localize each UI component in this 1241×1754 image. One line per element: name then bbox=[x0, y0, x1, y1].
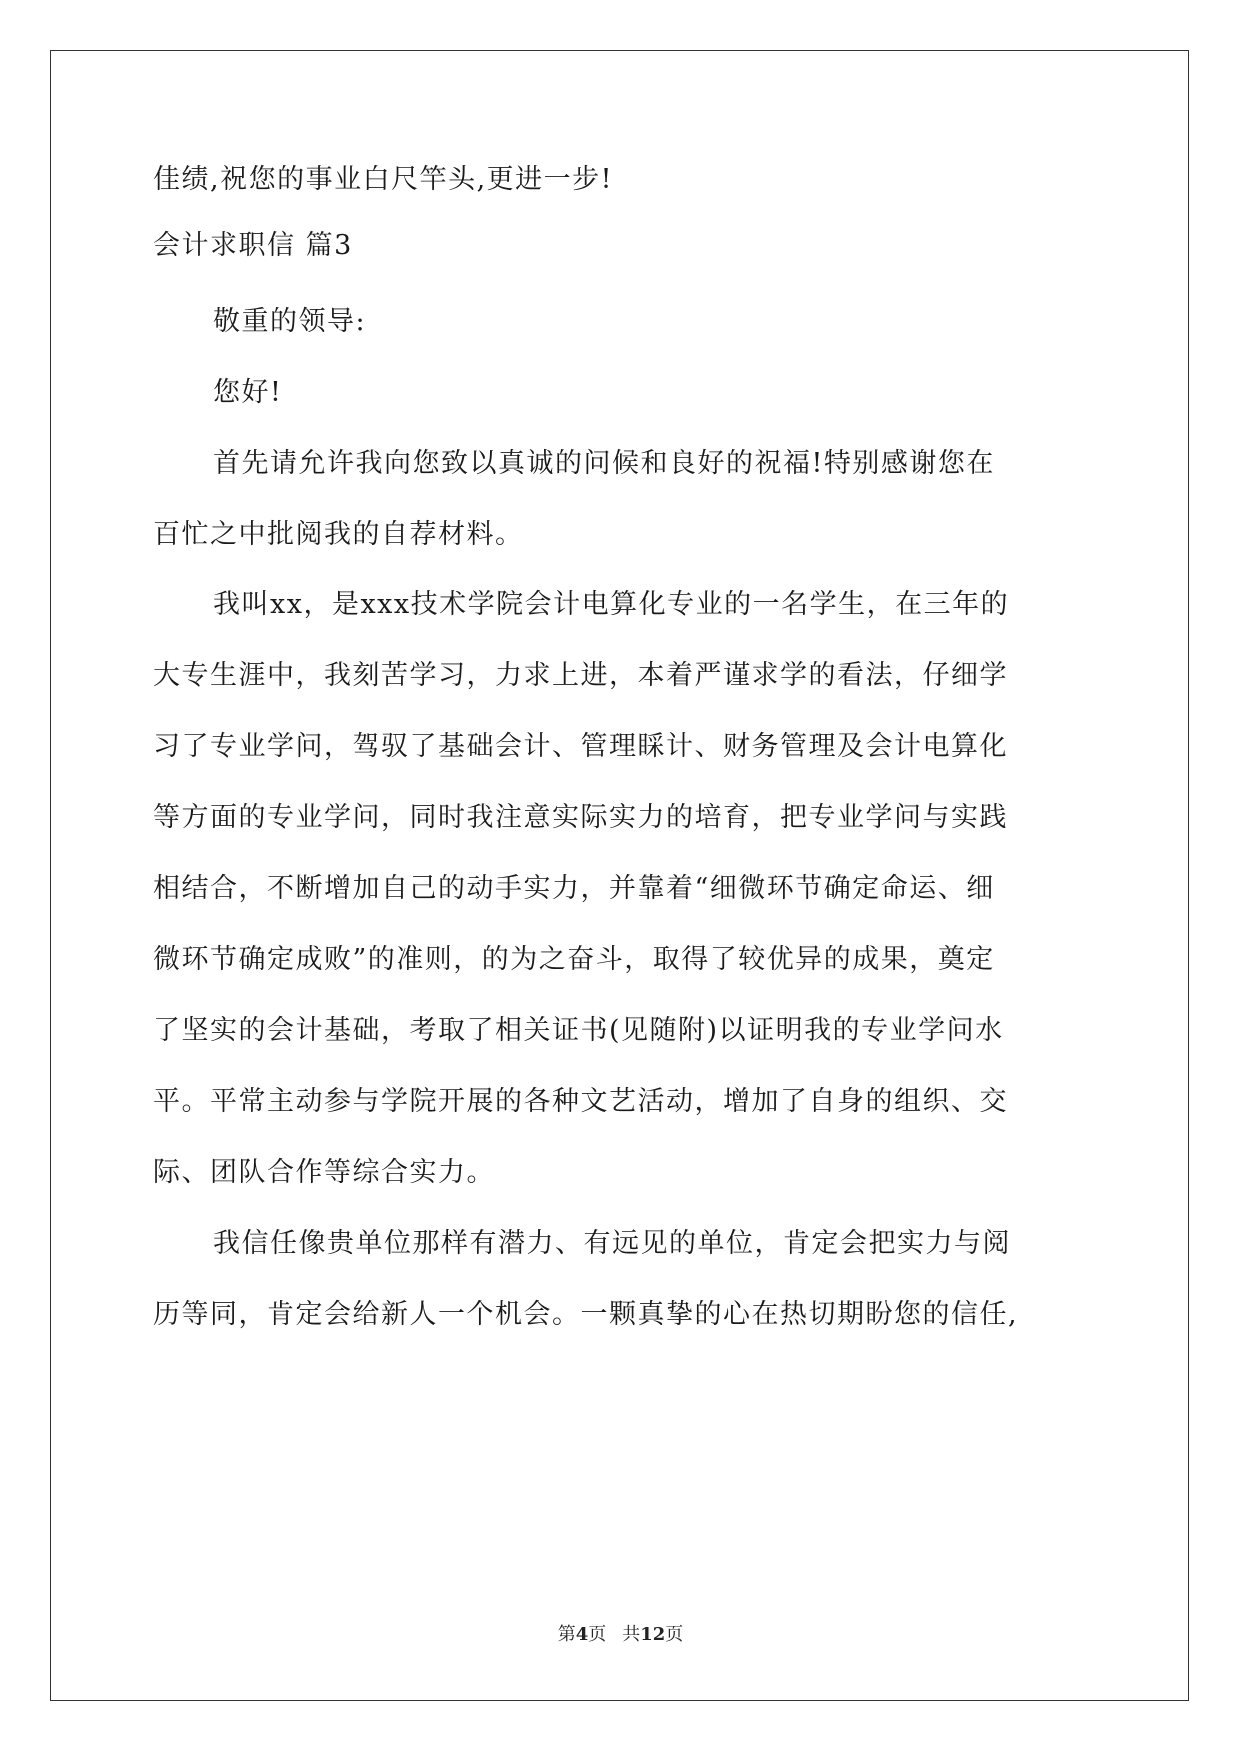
page-suffix: 页 bbox=[588, 1624, 607, 1645]
paragraph-line: 平。平常主动参与学院开展的各种文艺活动，增加了自身的组织、交 bbox=[153, 1086, 1008, 1117]
paragraph-line: 我叫xx，是xxx技术学院会计电算化专业的一名学生，在三年的 bbox=[213, 589, 1010, 620]
total-prefix: 共 bbox=[622, 1624, 641, 1645]
greeting: 您好! bbox=[213, 377, 283, 408]
paragraph-line: 相结合，不断增加自己的动手实力，并靠着“细微环节确定命运、细 bbox=[153, 873, 995, 904]
page-footer bbox=[0, 1620, 1241, 1646]
paragraph-line: 了坚实的会计基础，考取了相关证书(见随附)以证明我的专业学问水 bbox=[153, 1015, 1004, 1046]
paragraph-line: 际、团队合作等综合实力。 bbox=[153, 1157, 495, 1188]
salutation: 敬重的领导: bbox=[213, 306, 367, 337]
paragraph-line: 等方面的专业学问，同时我注意实际实力的培育，把专业学问与实践 bbox=[153, 802, 1008, 833]
total-suffix: 页 bbox=[665, 1624, 684, 1645]
paragraph-line: 微环节确定成败”的准则，的为之奋斗，取得了较优异的成果，奠定 bbox=[153, 944, 995, 975]
text-line: 佳绩,祝您的事业白尺竿头,更进一步! bbox=[153, 164, 614, 195]
page-prefix: 第 bbox=[557, 1624, 576, 1645]
paragraph-line: 首先请允许我向您致以真诚的问候和良好的祝福!特别感谢您在 bbox=[213, 448, 995, 479]
paragraph-line: 我信任像贵单位那样有潜力、有远见的单位，肯定会把实力与阅 bbox=[213, 1228, 1011, 1259]
section-heading: 会计求职信 篇3 bbox=[153, 230, 353, 261]
paragraph-line: 百忙之中批阅我的自荐材料。 bbox=[153, 519, 524, 550]
page-number: 4 bbox=[575, 1624, 589, 1645]
total-pages: 12 bbox=[640, 1624, 666, 1645]
paragraph-line: 历等同，肯定会给新人一个机会。一颗真挚的心在热切期盼您的信任, bbox=[153, 1299, 1019, 1330]
paragraph-line: 大专生涯中，我刻苦学习，力求上进，本着严谨求学的看法，仔细学 bbox=[153, 660, 1008, 691]
paragraph-line: 习了专业学问，驾驭了基础会计、管理睬计、财务管理及会计电算化 bbox=[153, 731, 1008, 762]
